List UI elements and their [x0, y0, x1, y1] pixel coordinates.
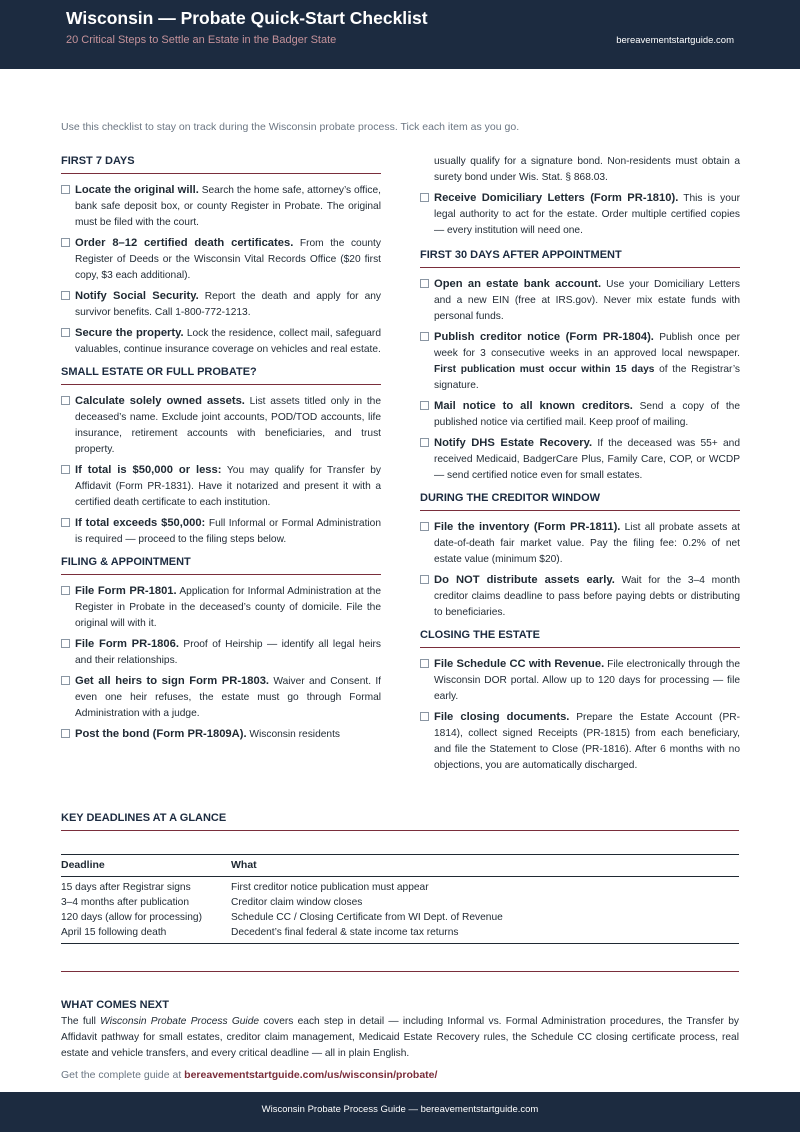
checkbox[interactable] — [61, 465, 70, 474]
item-text: Publish once per week for 3 consecutive weeks in an approved local newspaper. — [434, 332, 740, 359]
checkbox[interactable] — [61, 328, 70, 337]
checklist-item — [61, 288, 381, 321]
item-label: Locate the original will. — [75, 184, 199, 196]
table-row — [61, 925, 739, 944]
checklist-item — [61, 325, 381, 358]
page-title: Wisconsin — Probate Quick-Start Checklist — [66, 8, 428, 28]
checkbox[interactable] — [420, 279, 429, 288]
deadlines-section — [61, 812, 739, 944]
checkbox[interactable] — [420, 522, 429, 531]
checkbox[interactable] — [61, 396, 70, 405]
checklist-item — [61, 726, 381, 743]
checklist-item — [61, 235, 381, 284]
item-continuation: usually qualify for a signature bond. Non-residents must obtain a surety bond under Wis. Stat. § 868.03. — [434, 156, 740, 183]
item-text-tail: of the Registrar’s signature. — [434, 364, 740, 391]
item-text: File electronically through the Wisconsin DOR portal. Allow up to 120 days for processing — file early. — [434, 659, 740, 702]
next-text-start: The full — [61, 1016, 96, 1027]
section-title: FIRST 30 DAYS AFTER APPOINTMENT — [420, 249, 740, 268]
checkbox[interactable] — [420, 193, 429, 202]
what-comes-next-section — [61, 999, 739, 1081]
checklist-item — [420, 519, 740, 568]
checklist-item — [420, 572, 740, 621]
table-row — [61, 910, 739, 925]
item-emphasis: First publication must occur within 15 days — [434, 364, 655, 375]
checklist-item — [61, 182, 381, 231]
item-label: Publish creditor notice (Form PR-1804). — [434, 331, 654, 343]
item-label: Mail notice to all known creditors. — [434, 400, 633, 412]
item-text: Use your Domiciliary Letters and a new EIN (free at IRS.gov). Never mix estate funds with personal funds. — [434, 279, 740, 322]
checklist-item — [61, 462, 381, 511]
item-text: Send a copy of the published notice via certified mail. Keep proof of mailing. — [434, 401, 740, 428]
section-title: SMALL ESTATE OR FULL PROBATE? — [61, 366, 381, 385]
left-column — [61, 149, 381, 751]
cell-deadline: 120 days (allow for processing) — [61, 912, 202, 923]
item-label: Secure the property. — [75, 327, 184, 339]
checkbox[interactable] — [61, 729, 70, 738]
checklist-item — [61, 393, 381, 458]
section-first-30-days — [420, 249, 740, 484]
item-label: File closing documents. — [434, 711, 570, 723]
cell-deadline: 15 days after Registrar signs — [61, 882, 191, 893]
item-label: Do NOT distribute assets early. — [434, 574, 615, 586]
checklist-item — [420, 276, 740, 325]
checkbox[interactable] — [420, 438, 429, 447]
section-title: DURING THE CREDITOR WINDOW — [420, 492, 740, 511]
checklist-item — [61, 583, 381, 632]
checkbox[interactable] — [420, 332, 429, 341]
item-text: Report the death and apply for any survivor benefits. Call 1-800-772-1213. — [75, 291, 381, 318]
checklist-item — [61, 515, 381, 548]
checklist-item — [420, 709, 740, 774]
cell-what: Decedent’s final federal & state income tax returns — [231, 927, 459, 938]
page-footer: Wisconsin Probate Process Guide — bereavementstartguide.com — [0, 1092, 800, 1132]
checklist-item — [420, 656, 740, 705]
item-label: File the inventory (Form PR-1811). — [434, 521, 621, 533]
item-label: File Schedule CC with Revenue. — [434, 658, 605, 670]
item-label: Receive Domiciliary Letters (Form PR-1810). — [434, 192, 679, 204]
section-title: FIRST 7 DAYS — [61, 155, 381, 174]
checkbox[interactable] — [61, 676, 70, 685]
cell-what: First creditor notice publication must appear — [231, 882, 429, 893]
checklist-item — [61, 673, 381, 722]
next-paragraph — [61, 1014, 739, 1062]
checkbox[interactable] — [61, 185, 70, 194]
checkbox[interactable] — [420, 712, 429, 721]
guide-title: Wisconsin Probate Process Guide — [100, 1016, 260, 1027]
item-text: List assets titled only in the deceased’s name. Exclude joint accounts, POD/TOD accounts, life insurance, retirement accounts with beneficiaries, and trust property. — [75, 396, 381, 455]
item-text: This is your legal authority to act for the estate. Order multiple certified copies — every institution will need one. — [434, 193, 740, 236]
section-creditor-window — [420, 492, 740, 621]
cell-deadline: April 15 following death — [61, 927, 167, 938]
deadlines-table — [61, 854, 739, 944]
item-text: Application for Informal Administration at the Register in Probate in the deceased’s county of domicile. File the original will with it. — [75, 586, 381, 629]
item-label: If total exceeds $50,000: — [75, 517, 206, 529]
section-title: WHAT COMES NEXT — [61, 999, 169, 1011]
checkbox[interactable] — [420, 401, 429, 410]
item-label: File Form PR-1806. — [75, 638, 179, 650]
cell-what: Creditor claim window closes — [231, 897, 363, 908]
section-closing-estate — [420, 629, 740, 774]
checklist-item — [420, 398, 740, 431]
table-row — [61, 877, 739, 896]
checkbox[interactable] — [61, 518, 70, 527]
section-title: KEY DEADLINES AT A GLANCE — [61, 812, 739, 831]
guide-link-line — [61, 1069, 739, 1081]
item-label: File Form PR-1801. — [75, 585, 177, 597]
table-row — [61, 895, 739, 910]
checklist-item — [420, 190, 740, 239]
checkbox[interactable] — [420, 659, 429, 668]
item-text: If the deceased was 55+ and received Medicaid, BadgerCare Plus, Family Care, COP, or WCDP — send certified notice even for small estates. — [434, 438, 740, 481]
item-text: You may qualify for Transfer by Affidavit (Form PR-1831). Have it notarized and present it with a certified death certificate to each institution. — [75, 465, 381, 508]
item-label: Get all heirs to sign Form PR-1803. — [75, 675, 270, 687]
item-text: Search the home safe, attorney’s office, bank safe deposit box, or county Register in Probate. The original must be filed with the court. — [75, 185, 381, 228]
item-text: Wisconsin residents — [249, 729, 340, 740]
checklist-item — [420, 329, 740, 394]
item-label: Calculate solely owned assets. — [75, 395, 245, 407]
checklist-item — [420, 435, 740, 484]
header-site-link[interactable]: bereavementstartguide.com — [616, 35, 734, 46]
cell-deadline: 3–4 months after publication — [61, 897, 189, 908]
next-text-end: covers each step in detail — including Informal vs. Formal Administration procedures, the Transfer by Affidavit pathway for small estates, creditor claim management, Medicaid Estate Recovery rules, the Schedule CC closing certificate process, real estate and vehicle transfers, and every critical deadline — all in plain English. — [61, 1016, 739, 1059]
section-first-7-days — [61, 155, 381, 358]
checkbox[interactable] — [61, 639, 70, 648]
item-label: Notify Social Security. — [75, 290, 199, 302]
section-divider — [61, 971, 739, 972]
page-subtitle: 20 Critical Steps to Settle an Estate in the Badger State — [66, 34, 337, 46]
link-prefix: Get the complete guide at — [61, 1069, 182, 1081]
page-header — [0, 0, 800, 69]
column-header-deadline: Deadline — [61, 855, 231, 877]
item-label: Order 8–12 certified death certificates. — [75, 237, 294, 249]
item-label: If total is $50,000 or less: — [75, 464, 222, 476]
guide-link[interactable]: bereavementstartguide.com/us/wisconsin/probate/ — [184, 1069, 438, 1081]
item-text: Prepare the Estate Account (PR-1814), collect signed Receipts (PR-1815) from each beneficiary, and file the Statement to Close (PR-1816). After 6 months with no objections, you are automatically discharged. — [434, 712, 740, 771]
section-filing-appointment — [61, 556, 381, 743]
checkbox[interactable] — [61, 291, 70, 300]
item-text: Proof of Heirship — identify all legal heirs and their relationships. — [75, 639, 381, 666]
item-text: Lock the residence, collect mail, safeguard valuables, continue insurance coverage on vehicles and real estate. — [75, 328, 381, 355]
item-text: Waiver and Consent. If even one heir refuses, the estate must go through Formal Administration with a judge. — [75, 676, 381, 719]
item-label: Notify DHS Estate Recovery. — [434, 437, 593, 449]
item-label: Post the bond (Form PR-1809A). — [75, 728, 247, 740]
item-text: Wait for the 3–4 month creditor claims deadline to pass before paying debts or distributing to beneficiaries. — [434, 575, 740, 618]
table-header-row — [61, 855, 739, 877]
right-column — [420, 149, 740, 782]
section-title: CLOSING THE ESTATE — [420, 629, 740, 648]
section-small-estate — [61, 366, 381, 548]
checklist-item — [61, 636, 381, 669]
item-text: List all probate assets at date-of-death fair market value. Pay the filing fee: 0.2% of net estate value (minimum $20). — [434, 522, 741, 565]
section-title: FILING & APPOINTMENT — [61, 556, 381, 575]
item-text: Full Informal or Formal Administration is required — proceed to the filing steps below. — [75, 518, 382, 545]
item-text: From the county Register of Deeds or the Wisconsin Vital Records Office ($20 first copy, $3 each additional). — [75, 238, 381, 281]
column-header-what: What — [231, 855, 739, 877]
intro-text: Use this checklist to stay on track during the Wisconsin probate process. Tick each item as you go. — [61, 121, 520, 133]
checkbox[interactable] — [61, 586, 70, 595]
checkbox[interactable] — [420, 575, 429, 584]
item-label: Open an estate bank account. — [434, 278, 602, 290]
cell-what: Schedule CC / Closing Certificate from WI Dept. of Revenue — [231, 912, 503, 923]
checkbox[interactable] — [61, 238, 70, 247]
